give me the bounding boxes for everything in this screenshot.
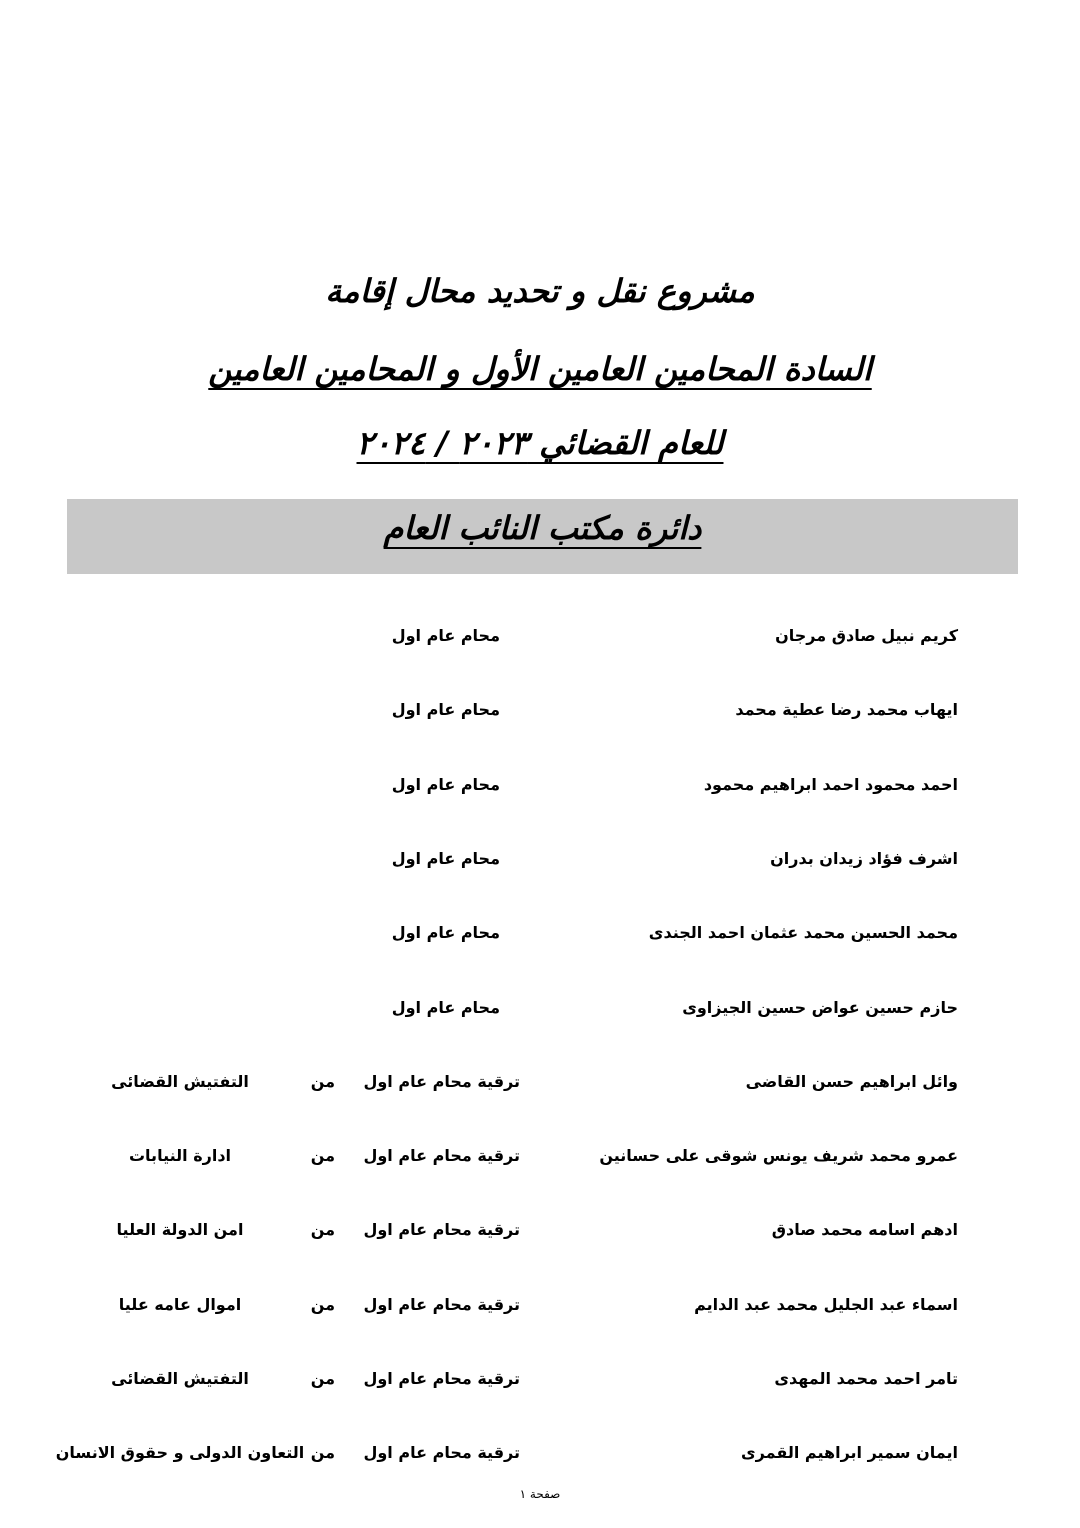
person-name: ادهم اسامه محمد صادق <box>771 1220 958 1239</box>
rank-label: محام عام اول <box>391 923 500 942</box>
rank-label: محام عام اول <box>391 775 500 794</box>
list-item <box>0 1220 1080 1250</box>
rank-label: محام عام اول <box>391 626 500 645</box>
rank-label: ترقية محام عام اول <box>363 1220 520 1239</box>
rank-label: محام عام اول <box>391 700 500 719</box>
source-department: امن الدولة العليا <box>116 1220 244 1239</box>
section-header-band <box>67 499 1018 574</box>
list-item <box>0 998 1080 1028</box>
from-label: من <box>310 1072 335 1091</box>
rank-label: ترقية محام عام اول <box>363 1295 520 1314</box>
from-label: من <box>310 1443 335 1462</box>
section-title <box>67 509 1018 547</box>
person-name: وائل ابراهيم حسن القاضى <box>745 1072 958 1091</box>
list-item <box>0 700 1080 730</box>
rank-label: ترقية محام عام اول <box>363 1146 520 1165</box>
from-label: من <box>310 1369 335 1388</box>
source-department: ادارة النيابات <box>128 1146 232 1165</box>
from-label: من <box>310 1146 335 1165</box>
rank-label: محام عام اول <box>391 998 500 1017</box>
person-name: محمد الحسين محمد عثمان احمد الجندى <box>648 923 958 942</box>
person-name: عمرو محمد شريف يونس شوقى على حسانين <box>599 1146 958 1165</box>
list-item <box>0 849 1080 879</box>
document-title-line-1: مشروع نقل و تحديد محال إقامة <box>325 272 755 310</box>
person-name: حازم حسين عواض حسين الجيزاوى <box>682 998 958 1017</box>
list-item <box>0 1443 1080 1473</box>
document-title-line-3-text: للعام القضائي ٢٠٢٣ / ٢٠٢٤ <box>356 424 724 462</box>
from-label: من <box>310 1220 335 1239</box>
source-department: اموال عامه عليا <box>118 1295 242 1314</box>
document-title-line-2 <box>0 350 1080 388</box>
list-item <box>0 626 1080 656</box>
list-item <box>0 775 1080 805</box>
person-name: كريم نبيل صادق مرجان <box>775 626 958 645</box>
source-department: التفتيش القضائى <box>111 1072 249 1091</box>
person-name: ايهاب محمد رضا عطية محمد <box>735 700 958 719</box>
list-item <box>0 1369 1080 1399</box>
source-department: التعاون الدولى و حقوق الانسان <box>55 1443 305 1462</box>
document-title-line-3 <box>0 424 1080 462</box>
list-item <box>0 1295 1080 1325</box>
list-item <box>0 1146 1080 1176</box>
list-item <box>0 923 1080 953</box>
person-name: ايمان سمير ابراهيم القمرى <box>741 1443 958 1462</box>
person-name: اسماء عبد الجليل محمد عبد الدايم <box>694 1295 958 1314</box>
person-name: اشرف فؤاد زيدان بدران <box>770 849 958 868</box>
rank-label: ترقية محام عام اول <box>363 1443 520 1462</box>
rank-label: ترقية محام عام اول <box>363 1369 520 1388</box>
rank-label: ترقية محام عام اول <box>363 1072 520 1091</box>
from-label: من <box>310 1295 335 1314</box>
person-name: تامر احمد محمد المهدى <box>774 1369 958 1388</box>
rank-label: محام عام اول <box>391 849 500 868</box>
section-title-text: دائرة مكتب النائب العام <box>383 509 702 547</box>
person-name: احمد محمود احمد ابراهيم محمود <box>703 775 958 794</box>
list-item <box>0 1072 1080 1102</box>
source-department: التفتيش القضائى <box>111 1369 249 1388</box>
page-number: صفحة ١ <box>519 1487 561 1501</box>
document-title-line-2-text: السادة المحامين العامين الأول و المحامين العامين <box>208 350 872 388</box>
